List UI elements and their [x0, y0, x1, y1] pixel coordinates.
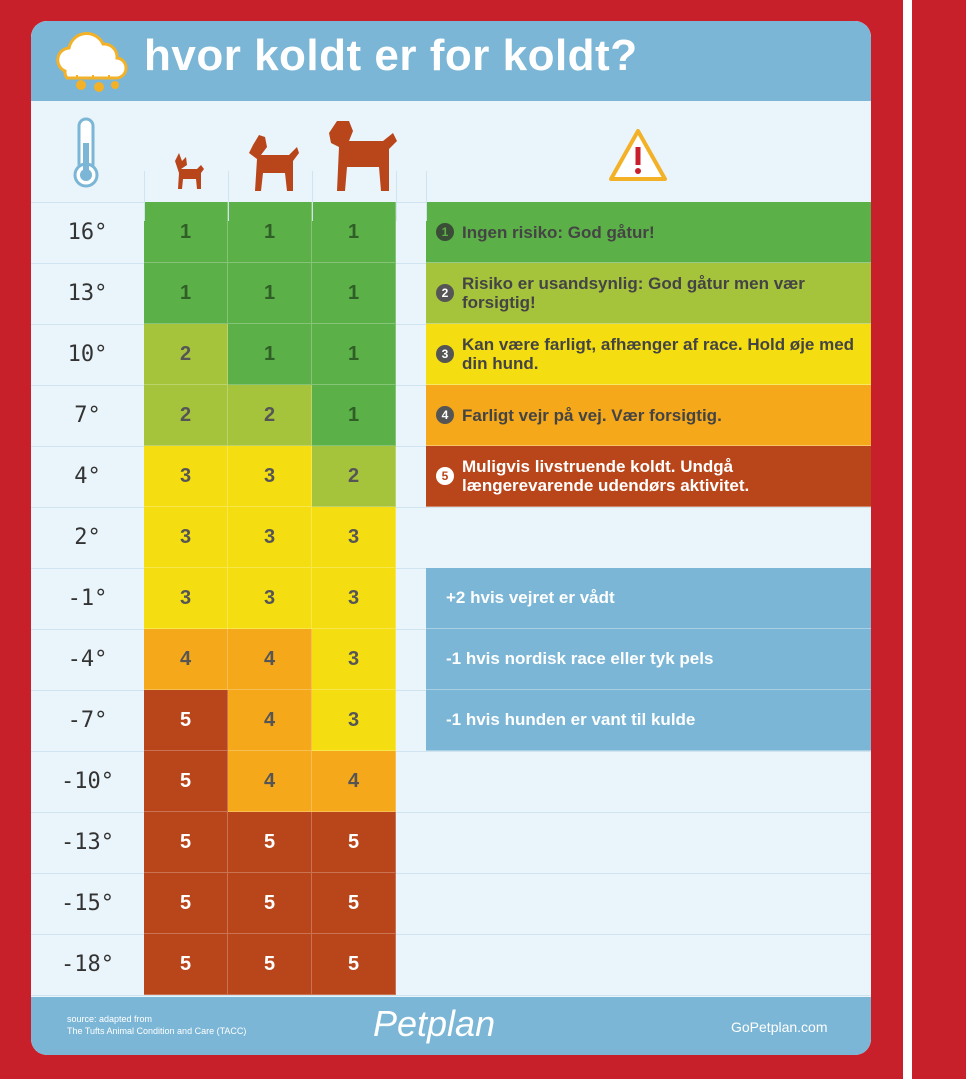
risk-cell: 5 [144, 812, 228, 873]
risk-cell: 1 [228, 324, 312, 385]
risk-cell: 3 [228, 446, 312, 507]
legend-number: 5 [436, 467, 454, 485]
temperature-label: 4° [74, 464, 101, 489]
legend-number: 2 [436, 284, 454, 302]
temperature-label: -18° [61, 952, 114, 977]
cloud-snow-icon [47, 31, 131, 95]
temperature-label: 2° [74, 525, 101, 550]
legend-text: Ingen risiko: God gåtur! [462, 222, 655, 242]
risk-cell: 4 [228, 690, 312, 751]
risk-cell: 3 [144, 568, 228, 629]
legend-number: 4 [436, 406, 454, 424]
temperature-label: -13° [61, 830, 114, 855]
column-separator [396, 171, 397, 221]
temperature-label: -1° [67, 586, 108, 611]
risk-cell: 5 [312, 934, 396, 995]
legend-text: Kan være farligt, afhænger af race. Hold øje med din hund. [462, 335, 855, 373]
risk-cell: 5 [312, 812, 396, 873]
risk-cell: 4 [144, 629, 228, 690]
legend-item [426, 385, 871, 446]
page-title: hvor koldt er for koldt? [144, 31, 638, 80]
legend-text: Muligvis livstruende koldt. Undgå længerevarende udendørs aktivitet. [462, 457, 750, 495]
source-line-1: source: adapted from [67, 1014, 153, 1024]
thermometer-icon [71, 117, 101, 189]
source-line-2: The Tufts Animal Condition and Care (TACC) [67, 1026, 247, 1036]
frame-stripe [903, 0, 912, 1079]
footer-bar [31, 997, 871, 1055]
risk-cell: 3 [312, 568, 396, 629]
temperature-label: -15° [61, 891, 114, 916]
brand-logo: Petplan [373, 1003, 496, 1044]
temperature-label: -7° [67, 708, 108, 733]
chart-card [31, 21, 871, 1055]
legend-text: Farligt vejr på vej. Vær forsigtig. [462, 405, 722, 425]
risk-cell: 1 [228, 263, 312, 324]
legend-item [426, 263, 871, 324]
site-link[interactable]: GoPetplan.com [731, 1019, 828, 1035]
temperature-label: 16° [67, 220, 108, 245]
header-bar [31, 21, 871, 101]
grid-line [31, 995, 871, 996]
temperature-label: 10° [67, 342, 108, 367]
risk-cell: 5 [312, 873, 396, 934]
risk-cell: 2 [228, 385, 312, 446]
temperature-label: -10° [61, 769, 114, 794]
risk-cell: 3 [144, 507, 228, 568]
risk-cell: 5 [144, 934, 228, 995]
risk-cell: 1 [312, 385, 396, 446]
risk-cell: 5 [228, 873, 312, 934]
column-separator [426, 171, 427, 221]
medium-dog-icon [245, 133, 301, 193]
risk-cell: 4 [228, 751, 312, 812]
temperature-label: 7° [74, 403, 101, 428]
risk-cell: 3 [144, 446, 228, 507]
risk-cell: 4 [228, 629, 312, 690]
risk-cell: 5 [144, 690, 228, 751]
legend-item [426, 446, 871, 507]
risk-cell: 4 [312, 751, 396, 812]
column-separator [144, 171, 145, 221]
temperature-label: -4° [67, 647, 108, 672]
risk-cell: 1 [144, 202, 228, 263]
risk-cell: 3 [312, 690, 396, 751]
risk-cell: 5 [144, 751, 228, 812]
risk-cell: 3 [312, 629, 396, 690]
legend-number: 3 [436, 345, 454, 363]
modifier-note: -1 hvis nordisk race eller tyk pels [426, 629, 871, 690]
risk-cell: 1 [228, 202, 312, 263]
risk-cell: 2 [144, 324, 228, 385]
column-separator [312, 171, 313, 221]
legend-number: 1 [436, 223, 454, 241]
warning-icon [607, 127, 669, 183]
risk-cell: 1 [312, 324, 396, 385]
modifier-note: -1 hvis hunden er vant til kulde [426, 690, 871, 751]
temperature-label: 13° [67, 281, 108, 306]
risk-cell: 5 [228, 934, 312, 995]
legend-text: Risiko er usandsynlig: God gåtur men vær forsigtig! [462, 274, 805, 312]
risk-cell: 1 [312, 263, 396, 324]
risk-cell: 3 [228, 568, 312, 629]
risk-cell: 5 [228, 812, 312, 873]
modifier-note: +2 hvis vejret er vådt [426, 568, 871, 629]
risk-cell: 3 [228, 507, 312, 568]
legend-item [426, 202, 871, 263]
source-credit [67, 1013, 246, 1037]
column-separator [228, 171, 229, 221]
risk-cell: 3 [312, 507, 396, 568]
small-dog-icon [169, 151, 209, 191]
risk-cell: 2 [312, 446, 396, 507]
risk-cell: 1 [144, 263, 228, 324]
risk-cell: 5 [144, 873, 228, 934]
risk-cell: 2 [144, 385, 228, 446]
legend-item [426, 324, 871, 385]
risk-cell: 1 [312, 202, 396, 263]
large-dog-icon [323, 117, 399, 193]
